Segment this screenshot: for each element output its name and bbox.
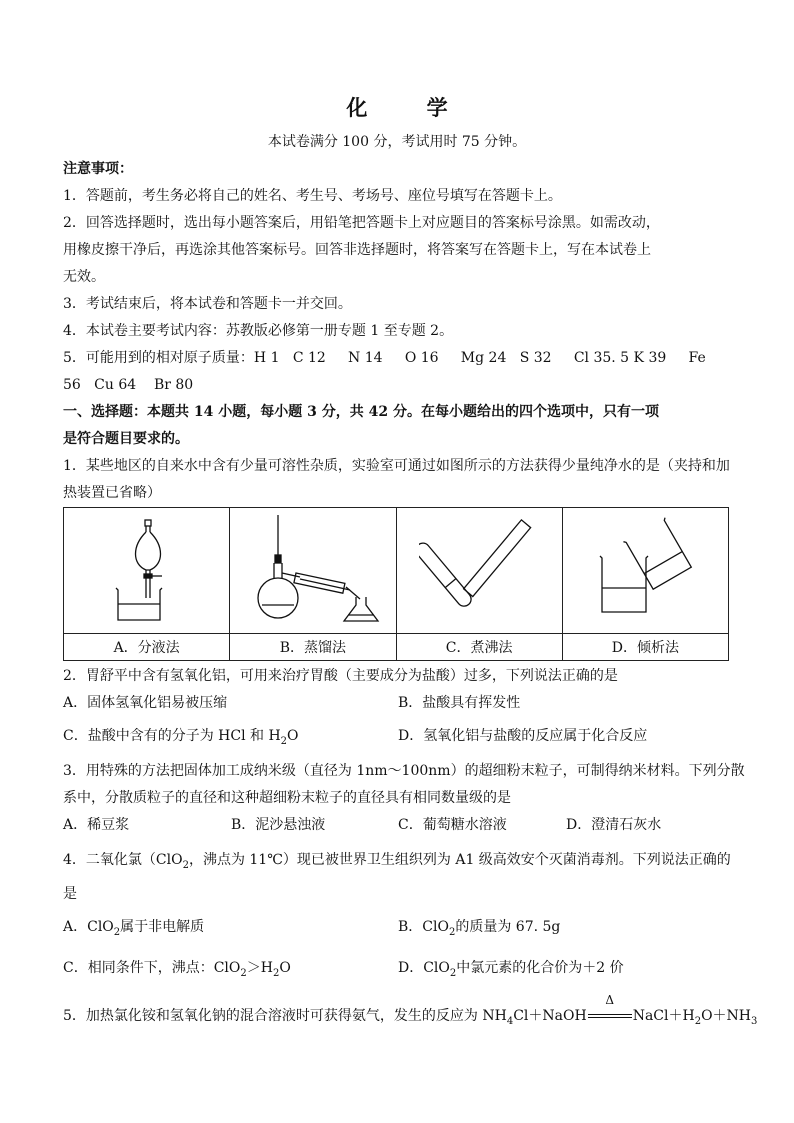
q4-option-c: C．相同条件下，沸点：$ClO_2>H_2O$ — [63, 960, 291, 979]
q4-stem-line-1: 4．二氧化氯（ClO$_2$，沸点为 11℃）现已被世界卫生组织列为 A1 级高效安个灭菌消毒剂。下列说法正确的 — [63, 852, 731, 871]
heat-symbol: Δ — [605, 993, 615, 1007]
page-title: 化 学 — [346, 95, 474, 120]
distillation-apparatus-icon — [238, 513, 388, 628]
section-heading-line-1: 一、选择题：本题共 14 小题，每小题 3 分，共 42 分。在每小题给出的四个选项中，只有一项 — [63, 404, 659, 420]
note-1: 1．答题前，考生务必将自己的姓名、考生号、考场号、座位号填写在答题卡上。 — [63, 188, 562, 204]
decantation-beakers-icon — [590, 516, 700, 626]
q3-stem-line-1: 3．用特殊的方法把固体加工成纳米级（直径为 1nm～100nm）的超细粉末粒子，可制得纳米材料。下列分散 — [63, 763, 745, 779]
caption-a: A．分液法 — [64, 634, 230, 661]
note-5-line-1: 5．可能用到的相对原子质量：H 1 C 12 N 14 O 16 Mg 24 S 32 Cl 35. 5 K 39 Fe — [63, 350, 706, 366]
q5-stem: 5．加热氯化铵和氢氧化钠的混合溶液时可获得氨气，发生的反应为 $NH_4Cl+NaOH$ Δ $NaCl+H_2O+NH_3$ — [63, 1006, 757, 1032]
q2-stem: 2．胃舒平中含有氢氧化铝，可用来治疗胃酸（主要成分为盐酸）过多，下列说法正确的是 — [63, 668, 618, 684]
q2-option-c: C．盐酸中含有的分子为 HCl 和 $H_2O$ — [63, 728, 299, 747]
q2-option-d: D．氢氧化铝与盐酸的反应属于化合反应 — [398, 728, 648, 744]
q3-option-a: A．稀豆浆 — [63, 817, 130, 833]
reaction-condition — [587, 993, 633, 1026]
q3-stem-line-2: 系中，分散质粒子的直径和这种超细粉末粒子的直径具有相同数量级的是 — [63, 790, 511, 806]
exam-info: 本试卷满分 100 分，考试用时 75 分钟。 — [267, 134, 527, 150]
q3-option-c: C．葡萄糖水溶液 — [398, 817, 507, 833]
q4-option-b: B．ClO$_2$的质量为 67. 5g — [398, 919, 561, 938]
q4-option-d: D．ClO$_2$中氯元素的化合价为＋2 价 — [398, 960, 624, 979]
figure-cell-c — [396, 508, 562, 634]
figure-cell-d — [562, 508, 728, 634]
q1-figure-table — [63, 507, 729, 661]
test-tube-boiling-icon — [419, 516, 539, 626]
q2-option-a: A．固体氢氧化铝易被压缩 — [63, 695, 228, 711]
q3-option-d: D．澄清石灰水 — [566, 817, 662, 833]
figure-cell-b — [230, 508, 396, 634]
q1-stem-line-1: 1．某些地区的自来水中含有少量可溶性杂质，实验室可通过如图所示的方法获得少量纯净水的是（夹持和加 — [63, 458, 730, 474]
notes-heading: 注意事项： — [63, 161, 133, 177]
q4-option-a: A．ClO$_2$属于非电解质 — [63, 919, 205, 938]
note-2-line-1: 2．回答选择题时，选出每小题答案后，用铅笔把答题卡上对应题目的答案标号涂黑。如需改动， — [63, 215, 660, 231]
q1-stem-line-2: 热装置已省略） — [63, 485, 161, 501]
section-heading-line-2: 是符合题目要求的。 — [63, 431, 189, 447]
note-2-line-2: 用橡皮擦干净后，再选涂其他答案标号。回答非选择题时，将答案写在答题卡上，写在本试卷上 — [63, 242, 651, 258]
note-4: 4．本试卷主要考试内容：苏教版必修第一册专题 1 至专题 2。 — [63, 323, 454, 339]
q4-stem-line-2: 是 — [63, 886, 77, 902]
equals-sign — [588, 1014, 632, 1018]
note-3: 3．考试结束后，将本试卷和答题卡一并交回。 — [63, 296, 352, 312]
figure-cell-a — [64, 508, 230, 634]
separatory-funnel-icon — [102, 516, 192, 626]
caption-d: D．倾析法 — [562, 634, 728, 661]
note-5-line-2: 56 Cu 64 Br 80 — [63, 377, 194, 393]
note-2-line-3: 无效。 — [63, 269, 105, 285]
q2-option-b: B．盐酸具有挥发性 — [398, 695, 521, 711]
caption-c: C．煮沸法 — [396, 634, 562, 661]
caption-b: B．蒸馏法 — [230, 634, 396, 661]
q3-option-b: B．泥沙悬浊液 — [231, 817, 326, 833]
